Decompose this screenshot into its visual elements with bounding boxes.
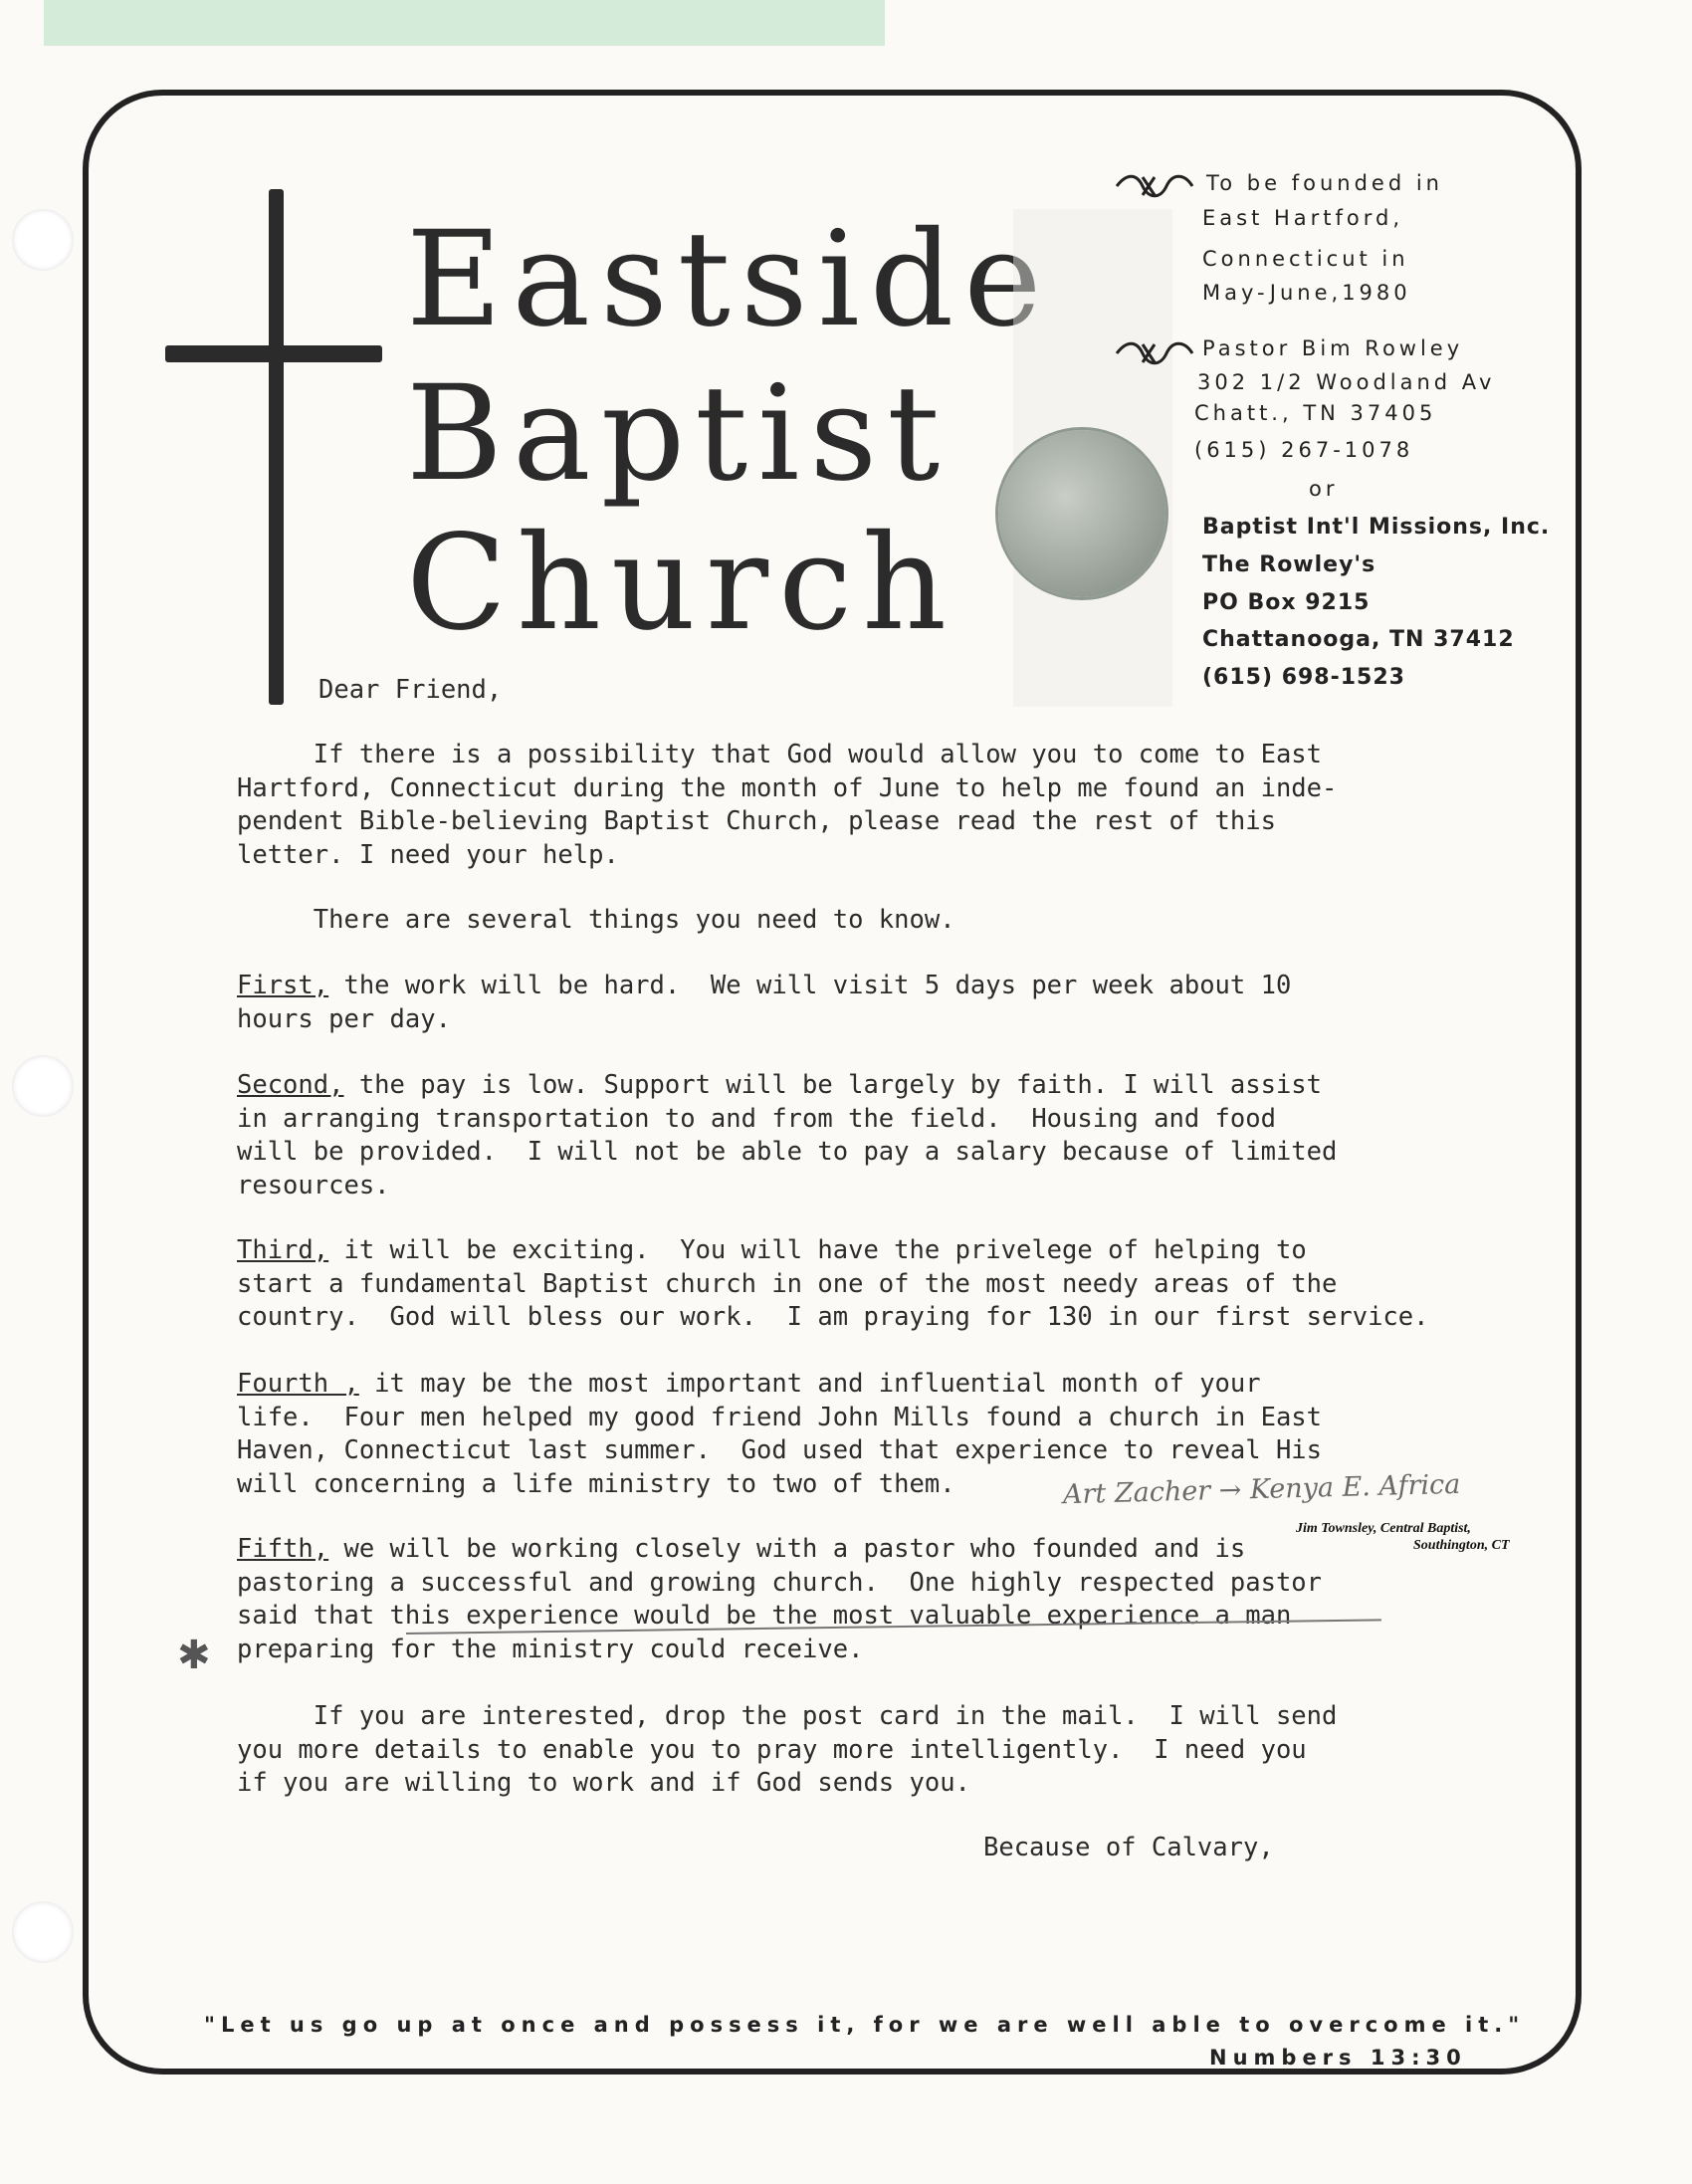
paragraph-second	[237, 1069, 1337, 1202]
paragraph-things: There are several things you need to know.	[237, 905, 955, 935]
info-founded-line-3: Connecticut in	[1202, 247, 1409, 271]
third-text: it will be exciting. You will have the privelege of helping to start a fundamental Baptist church in one of the most needy areas of the country. God will bless our work. I am praying for 130 in our first service.	[237, 1235, 1429, 1332]
info-mission-phone: (615) 698-1523	[1202, 665, 1405, 690]
footer-reference: Numbers 13:30	[1209, 2046, 1467, 2070]
info-mission-city: Chattanooga, TN 37412	[1202, 627, 1515, 652]
typed-note-line-1: Jim Townsley, Central Baptist,	[1296, 1521, 1471, 1536]
margin-star-mark: ✱	[177, 1633, 211, 1678]
taped-coin	[998, 430, 1165, 597]
second-text: the pay is low. Support will be largely by faith. I will assist in arranging transportation to and from the field. Housing and food will be provided. I will not be able to pay a salary because of limited resources.	[237, 1070, 1338, 1201]
ornament-icon-1	[1113, 169, 1196, 203]
paragraph-interested: If you are interested, drop the post card in the mail. I will send you more details to enable you to pray more intelligently. I need you if you are willing to work and if God sends you.	[237, 1701, 1338, 1798]
punch-hole-top	[12, 209, 74, 271]
handwritten-note: Art Zacher → Kenya E. Africa	[1062, 1468, 1461, 1511]
info-founded-line-1: To be founded in	[1206, 171, 1443, 195]
fifth-label: Fifth,	[237, 1534, 329, 1564]
first-text: the work will be hard. We will visit 5 days per week about 10 hours per day.	[237, 971, 1292, 1034]
paragraph-first	[237, 970, 1291, 1036]
info-or: or	[1309, 477, 1339, 501]
salutation: Dear Friend,	[318, 675, 503, 705]
closing: Because of Calvary,	[983, 1833, 1274, 1862]
footer-quote: "Let us go up at once and possess it, for we are well able to overcome it."	[204, 2013, 1526, 2037]
info-founded-line-2: East Hartford,	[1202, 206, 1404, 230]
info-mission-box: PO Box 9215	[1202, 590, 1371, 615]
first-label: First,	[237, 971, 329, 1000]
fifth-text: we will be working closely with a pastor who founded and is pastoring a successful and growing church. One highly respected pastor said that this experience would be the most valuable experience a man preparing for the ministry could receive.	[237, 1534, 1323, 1664]
title-line-2: Baptist	[406, 357, 951, 511]
typed-note-line-2: Southington, CT	[1413, 1538, 1510, 1553]
paragraph-third	[237, 1234, 1428, 1335]
green-tape-strip	[44, 0, 885, 46]
paragraph-intro: If there is a possibility that God would allow you to come to East Hartford, Connecticut during the month of June to help me found an inde- pendent Bible-believing Baptist Church, please read the rest of this letter. I need your help.	[237, 740, 1338, 870]
info-pastor-name: Pastor Bim Rowley	[1202, 336, 1464, 360]
punch-hole-middle	[12, 1055, 74, 1117]
paragraph-fifth	[237, 1533, 1322, 1666]
cross-vertical-bar	[269, 189, 284, 705]
title-line-1: Eastside	[406, 203, 1052, 356]
info-founded-line-4: May-June,1980	[1202, 281, 1411, 305]
info-mission-family: The Rowley's	[1202, 552, 1376, 577]
punch-hole-bottom	[12, 1901, 74, 1963]
third-label: Third,	[237, 1235, 329, 1265]
info-pastor-city: Chatt., TN 37405	[1194, 401, 1437, 425]
info-pastor-street: 302 1/2 Woodland Av	[1197, 370, 1496, 394]
ornament-icon-2	[1113, 336, 1196, 370]
title-line-3: Church	[406, 507, 957, 660]
info-mission-name: Baptist Int'l Missions, Inc.	[1202, 515, 1551, 540]
second-label: Second,	[237, 1070, 344, 1100]
fourth-text: it may be the most important and influential month of your life. Four men helped my good friend John Mills found a church in East Haven, Connecticut last summer. God used that experience to reveal His will concerning a life ministry to two of them.	[237, 1369, 1323, 1499]
cross-horizontal-bar	[165, 345, 382, 362]
fourth-label: Fourth ,	[237, 1369, 359, 1399]
info-pastor-phone: (615) 267-1078	[1194, 438, 1414, 462]
